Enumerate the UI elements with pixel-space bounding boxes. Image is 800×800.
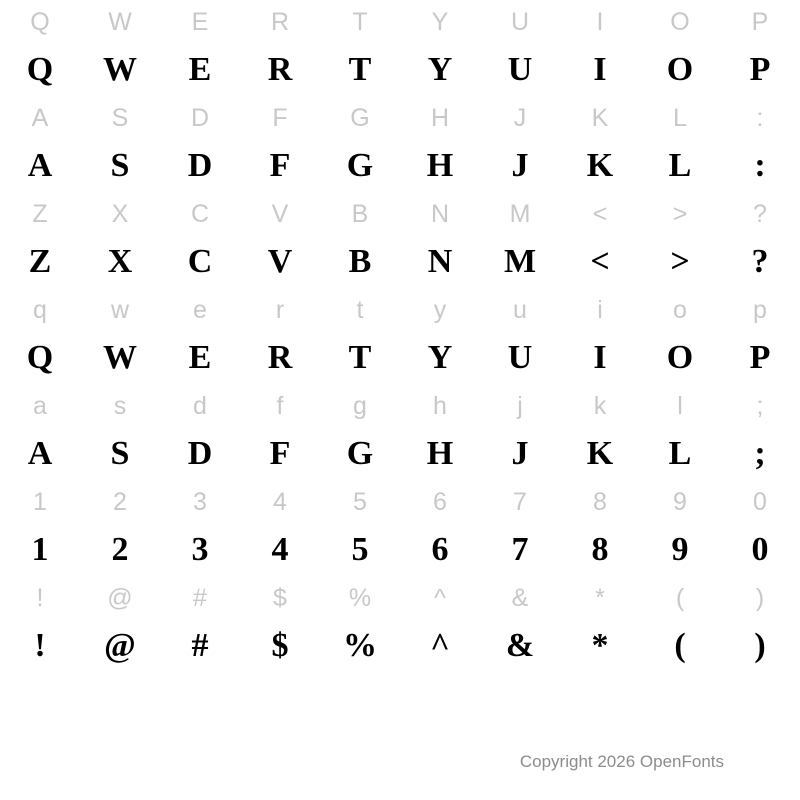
glyph-sample: W [103,339,137,376]
key-label: V [271,199,289,228]
glyph-sample: J [511,435,529,472]
glyph-sample: % [343,627,377,664]
glyph-sample: E [188,51,212,88]
key-label: X [111,199,129,228]
key-label: L [673,103,687,132]
glyph-row-pair [0,480,800,576]
glyph-sample: 5 [351,531,369,568]
key-label: l [677,391,683,420]
glyph-sample: G [346,147,374,184]
key-label: t [356,295,364,324]
key-label: 0 [753,487,767,516]
key-label: d [193,391,207,420]
key-label: 5 [353,487,367,516]
glyph-sample: V [267,243,293,280]
key-label: o [673,295,687,324]
key-label: Q [30,7,50,36]
glyph-sample: ; [754,435,766,472]
glyph-sample: * [591,627,609,664]
glyph-sample: S [110,435,130,472]
key-label: p [753,295,767,324]
glyph-sample: J [511,147,529,184]
glyph-sample: U [507,339,533,376]
glyph-row-pair [0,192,800,288]
key-label: w [110,295,130,324]
glyph-sample: R [267,339,293,376]
key-label: * [595,583,605,612]
glyph-row-pair [0,384,800,480]
key-label: @ [107,583,133,612]
keyboard-key-row [0,288,800,332]
key-label: & [511,583,529,612]
key-label: k [593,391,607,420]
glyph-sample: ^ [430,627,450,664]
glyph-sample: P [749,51,771,88]
key-label: I [596,7,604,36]
key-label: i [597,295,603,324]
key-label: > [672,199,688,228]
glyph-sample: ( [674,627,686,664]
key-label: : [756,103,764,132]
key-label: $ [273,583,287,612]
glyph-sample: S [110,147,130,184]
glyph-sample: L [668,435,692,472]
key-label: T [352,7,368,36]
key-label: F [272,103,288,132]
key-label: # [193,583,207,612]
key-label: ? [753,199,767,228]
key-label: ; [756,391,764,420]
key-label: % [348,583,372,612]
key-label: u [513,295,527,324]
glyph-sample: H [426,435,454,472]
key-label: A [31,103,49,132]
glyph-sample: Y [427,51,453,88]
key-label: 6 [433,487,447,516]
key-label: 2 [113,487,127,516]
glyph-sample: ! [34,627,46,664]
glyph-sample: P [749,339,771,376]
key-label: M [509,199,531,228]
key-label: 9 [673,487,687,516]
glyph-sample: G [346,435,374,472]
key-label: a [33,391,47,420]
key-label: B [351,199,369,228]
glyph-sample: B [348,243,372,280]
key-label: 1 [33,487,47,516]
glyph-sample: A [27,435,53,472]
glyph-sample: 8 [591,531,609,568]
key-label: e [193,295,207,324]
key-label: U [510,7,530,36]
glyph-sample: U [507,51,533,88]
glyph-sample: Q [26,339,54,376]
key-label: q [33,295,47,324]
glyph-sample: @ [104,627,136,664]
glyph-sample: D [187,147,213,184]
glyph-sample-row [0,44,800,96]
key-label: f [276,391,284,420]
glyph-sample: C [187,243,213,280]
key-label: y [433,295,447,324]
glyph-sample: K [586,435,614,472]
glyph-sample-row [0,620,800,672]
glyph-sample: Z [28,243,52,280]
glyph-sample: 4 [271,531,289,568]
keyboard-key-row [0,96,800,140]
key-label: G [350,103,370,132]
glyph-sample: X [107,243,133,280]
glyph-sample: & [505,627,535,664]
key-label: C [190,199,210,228]
glyph-sample: < [590,243,610,280]
glyph-sample: L [668,147,692,184]
glyph-sample: W [103,51,137,88]
glyph-sample: : [754,147,766,184]
key-label: 3 [193,487,207,516]
key-label: s [113,391,127,420]
glyph-sample: Q [26,51,54,88]
glyph-sample: A [27,147,53,184]
glyph-sample: 6 [431,531,449,568]
glyph-sample: T [348,339,372,376]
glyph-sample-row [0,524,800,576]
glyph-sample-row [0,236,800,288]
key-label: ! [36,583,44,612]
glyph-sample: N [427,243,453,280]
glyph-row-pair [0,0,800,96]
key-label: Y [431,7,449,36]
glyph-sample: H [426,147,454,184]
glyph-sample: O [666,339,694,376]
glyph-sample: D [187,435,213,472]
glyph-sample: 0 [751,531,769,568]
keyboard-key-row [0,576,800,620]
glyph-sample: M [503,243,537,280]
key-label: ) [755,583,765,612]
glyph-sample-row [0,332,800,384]
key-label: 7 [513,487,527,516]
key-label: K [591,103,609,132]
keyboard-key-row [0,384,800,428]
key-label: g [353,391,367,420]
keyboard-key-row [0,0,800,44]
glyph-row-pair [0,96,800,192]
keyboard-key-row [0,192,800,236]
key-label: D [190,103,210,132]
key-label: O [670,7,690,36]
key-label: W [108,7,132,36]
glyph-sample: 3 [191,531,209,568]
glyph-sample: F [269,435,291,472]
glyph-sample: K [586,147,614,184]
key-label: h [433,391,447,420]
glyph-sample: $ [271,627,289,664]
glyph-sample: ) [754,627,766,664]
key-label: Z [32,199,48,228]
key-label: E [191,7,209,36]
key-label: H [430,103,450,132]
glyph-sample: 2 [111,531,129,568]
glyph-sample: 9 [671,531,689,568]
glyph-sample: ? [751,243,769,280]
key-label: 4 [273,487,287,516]
key-label: ( [675,583,685,612]
glyph-row-pair [0,576,800,672]
key-label: R [270,7,290,36]
glyph-sample: O [666,51,694,88]
key-label: < [592,199,608,228]
glyph-sample: > [670,243,690,280]
glyph-sample-row [0,140,800,192]
glyph-sample: I [593,51,607,88]
glyph-sample: # [191,627,209,664]
key-label: j [517,391,523,420]
glyph-sample: T [348,51,372,88]
key-label: S [111,103,129,132]
copyright-notice: Copyright 2026 OpenFonts [519,752,724,771]
glyph-sample: Y [427,339,453,376]
glyph-sample: R [267,51,293,88]
glyph-sample: F [269,147,291,184]
key-label: N [430,199,450,228]
glyph-sample: 1 [31,531,49,568]
key-label: J [513,103,527,132]
key-label: 8 [593,487,607,516]
glyph-sample: 7 [511,531,529,568]
glyph-sample: E [188,339,212,376]
key-label: r [275,295,285,324]
glyph-sample-row [0,428,800,480]
glyph-sample: I [593,339,607,376]
key-label: ^ [434,583,446,612]
glyph-row-pair [0,288,800,384]
key-label: P [751,7,769,36]
keyboard-key-row [0,480,800,524]
